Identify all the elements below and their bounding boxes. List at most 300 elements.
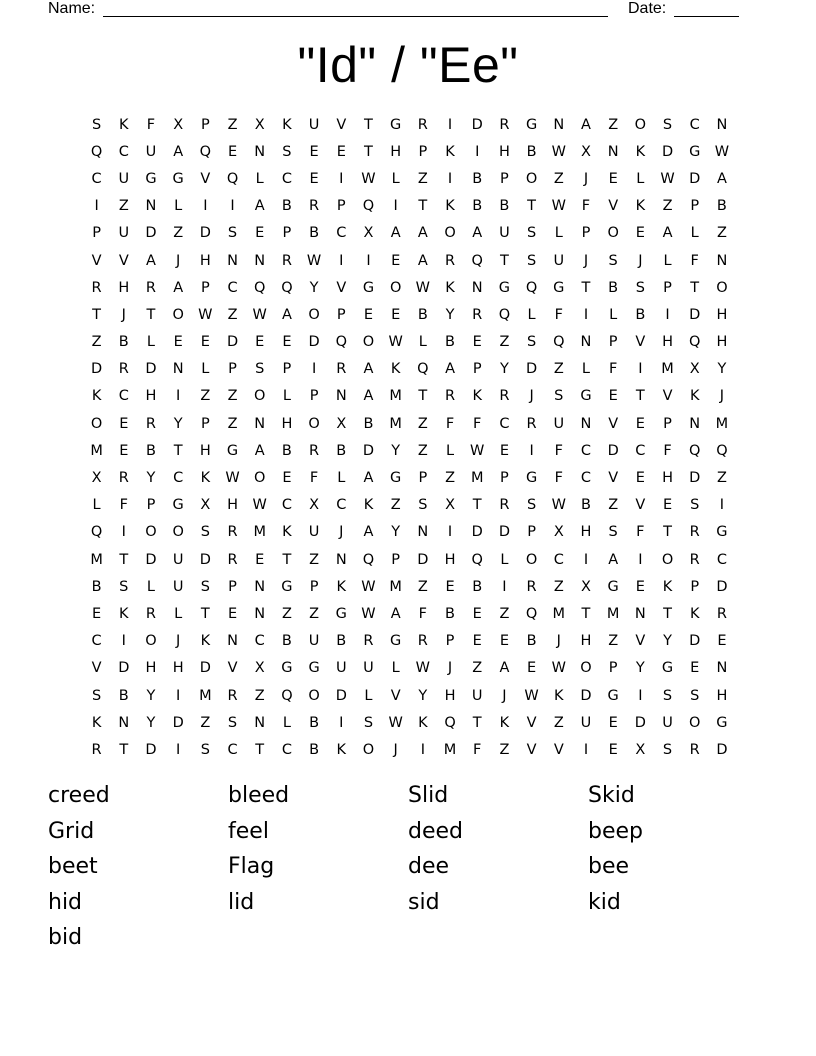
grid-letter: O [362,334,375,351]
grid-letter: S [227,225,238,242]
grid-letter: P [391,551,401,568]
grid-letter: L [554,225,563,242]
grid-letter: D [308,334,320,351]
grid-letter: Q [689,334,701,351]
grid-letter: B [309,225,320,242]
grid-letter: C [580,470,592,487]
grid-letter: M [199,687,212,704]
grid-letter: E [635,578,645,595]
grid-letter: N [254,143,266,160]
grid-letter: J [447,660,453,677]
grid-letter: D [199,551,211,568]
grid-letter: X [553,524,564,541]
grid-letter: H [390,143,402,160]
grid-letter: V [336,116,347,133]
grid-letter: U [118,170,130,187]
grid-letter: D [226,334,239,351]
grid-letter: G [390,633,402,650]
grid-letter: Q [553,334,565,351]
grid-letter: P [500,170,509,187]
grid-letter: B [281,633,292,650]
grid-letter: U [308,116,320,133]
grid-letter: T [418,198,428,215]
grid-letter: D [716,578,728,595]
grid-letter: A [662,225,673,242]
grid-letter: R [499,388,510,405]
grid-letter: X [309,497,320,514]
grid-letter: M [470,470,484,487]
grid-letter: O [389,279,402,296]
grid-letter: K [119,116,129,133]
grid-letter: E [472,605,482,622]
grid-letter: I [339,170,344,187]
grid-letter: L [581,361,591,378]
grid-letter: F [309,470,319,487]
grid-letter: M [715,415,729,432]
grid-letter: Y [418,687,428,704]
grid-letter: Z [608,633,619,650]
grid-letter: S [91,687,102,704]
grid-letter: P [282,225,292,242]
grid-letter: Z [608,497,619,514]
grid-letter: P [282,361,292,378]
grid-letter: S [200,741,210,758]
grid-letter: G [553,279,565,296]
grid-letter: K [91,388,102,405]
grid-letter: E [363,306,374,323]
grid-letter: X [91,470,102,487]
grid-letter: E [391,306,401,323]
grid-letter: B [608,279,619,296]
grid-letter: A [363,524,374,541]
grid-letter: A [608,551,619,568]
grid-letter: B [526,633,537,650]
word-list-item: Slid [408,783,449,808]
grid-letter: V [200,170,211,187]
grid-letter: T [364,143,373,160]
grid-letter: N [580,334,592,351]
grid-letter: T [200,605,210,622]
grid-letter: E [200,334,210,351]
grid-letter: J [502,687,507,704]
grid-letter: L [201,361,210,378]
grid-letter: V [390,687,401,704]
grid-letter: Q [281,687,293,704]
grid-letter: Q [335,334,347,351]
name-blank-line [103,0,608,17]
grid-letter: Z [472,660,483,677]
grid-letter: A [581,116,591,133]
grid-letter: A [390,605,401,622]
grid-letter: I [583,306,589,323]
grid-letter: A [173,143,184,160]
grid-letter: O [580,660,592,677]
grid-letter: B [281,198,292,215]
word-list-item: beep [588,818,643,844]
grid-letter: J [719,388,725,405]
grid-letter: N [254,252,266,269]
grid-letter: R [145,605,156,622]
grid-letter: Y [309,279,319,296]
grid-letter: M [552,605,566,622]
grid-letter: I [230,198,235,215]
grid-letter: V [635,334,646,351]
grid-letter: K [499,714,510,731]
grid-letter: M [661,361,674,378]
grid-letter: Z [553,714,564,731]
grid-letter: O [308,687,320,704]
grid-letter: P [500,470,509,487]
grid-letter: S [662,741,673,758]
grid-letter: D [607,442,619,459]
grid-letter: G [580,388,592,405]
grid-letter: C [635,442,646,459]
grid-letter: Z [608,116,619,133]
grid-letter: Z [227,415,238,432]
grid-letter: Q [90,524,103,541]
grid-letter: C [716,551,727,568]
grid-letter: M [389,578,402,595]
word-list-item: feel [228,818,269,844]
grid-letter: Z [173,225,184,242]
word-list-item: deed [408,818,463,844]
grid-letter: K [390,361,401,378]
date-blank-line [674,0,739,17]
grid-letter: Z [417,442,428,459]
grid-letter: Z [200,714,211,731]
grid-letter: Z [499,334,510,351]
grid-letter: B [363,415,374,432]
grid-letter: B [118,334,129,351]
grid-letter: Q [498,306,511,323]
grid-letter: Z [200,388,211,405]
grid-letter: S [418,497,428,514]
grid-letter: N [254,415,266,432]
grid-letter: G [525,470,538,487]
grid-letter: W [252,306,267,323]
grid-letter: O [362,741,375,758]
grid-letter: U [471,687,483,704]
grid-letter: F [554,470,563,487]
grid-letter: L [636,170,645,187]
grid-letter: R [309,442,320,459]
grid-letter: J [556,633,561,650]
grid-letter: S [255,361,265,378]
grid-letter: F [119,497,128,514]
grid-letter: S [662,116,673,133]
grid-letter: R [689,741,700,758]
grid-letter: O [661,551,674,568]
grid-letter: B [445,605,455,622]
grid-letter: R [145,415,156,432]
grid-letter: B [445,334,455,351]
grid-letter: P [309,388,319,405]
grid-letter: S [526,334,537,351]
grid-letter: V [526,741,537,758]
grid-letter: U [553,415,565,432]
grid-letter: W [551,198,566,215]
grid-letter: E [255,551,265,568]
grid-letter: C [281,170,292,187]
grid-letter: R [309,198,320,215]
grid-letter: U [172,578,184,595]
grid-letter: H [172,660,184,677]
grid-letter: Q [444,714,456,731]
grid-letter: D [689,306,701,323]
grid-letter: G [607,578,619,595]
grid-letter: W [361,170,376,187]
grid-letter: N [227,633,238,650]
grid-letter: H [580,524,592,541]
grid-letter: T [663,605,672,622]
grid-letter: B [309,741,320,758]
grid-letter: A [716,170,727,187]
grid-letter: F [581,198,591,215]
grid-letter: B [635,306,646,323]
grid-letter: B [309,714,320,731]
grid-letter: K [200,470,211,487]
grid-letter: B [716,198,727,215]
grid-letter: E [690,660,700,677]
grid-letter: J [121,306,126,323]
grid-letter: F [663,442,672,459]
grid-letter: D [91,361,103,378]
grid-letter: D [145,225,157,242]
grid-letter: N [634,605,646,622]
grid-letter: E [499,633,509,650]
grid-letter: Z [716,225,727,242]
grid-letter: E [635,225,645,242]
grid-letter: E [635,470,645,487]
grid-letter: Y [146,470,156,487]
grid-letter: N [227,252,238,269]
grid-letter: T [663,524,672,541]
grid-letter: B [118,687,129,704]
grid-letter: Y [173,415,183,432]
grid-letter: A [281,306,292,323]
grid-letter: X [581,143,591,160]
grid-letter: H [580,633,592,650]
grid-letter: Q [471,551,483,568]
grid-letter: P [228,578,237,595]
grid-letter: Q [525,605,538,622]
grid-letter: G [716,714,728,731]
grid-letter: E [662,497,673,514]
grid-letter: U [308,633,320,650]
grid-letter: S [282,143,292,160]
grid-letter: Q [362,198,375,215]
grid-letter: O [172,306,184,323]
grid-letter: C [227,741,238,758]
grid-letter: N [716,660,728,677]
grid-letter: T [690,279,700,296]
grid-letter: P [146,497,156,514]
grid-letter: X [200,497,211,514]
grid-letter: X [254,116,265,133]
grid-letter: L [255,170,264,187]
grid-letter: K [635,143,646,160]
grid-letter: R [91,741,102,758]
grid-letter: D [362,442,375,459]
grid-letter: D [634,714,646,731]
grid-letter: R [444,252,456,269]
grid-letter: B [336,633,347,650]
grid-letter: K [472,388,482,405]
grid-letter: J [393,741,398,758]
grid-letter: T [581,279,591,296]
date-label: Date: [628,0,667,17]
grid-letter: I [502,578,507,595]
grid-letter: B [336,442,347,459]
grid-letter: Q [254,279,266,296]
grid-letter: N [254,714,266,731]
grid-letter: N [716,116,728,133]
grid-letter: I [94,198,99,215]
grid-letter: C [91,633,102,650]
grid-letter: H [281,415,293,432]
grid-letter: I [583,741,589,758]
grid-letter: L [609,306,618,323]
grid-letter: T [119,551,129,568]
grid-letter: P [608,334,618,351]
grid-letter: B [526,143,537,160]
grid-letter: G [362,279,375,296]
grid-letter: V [91,660,102,677]
word-list-item: sid [408,889,440,915]
word-list-item: bleed [228,783,290,808]
grid-letter: K [336,578,347,595]
grid-letter: I [447,170,453,187]
grid-letter: D [199,660,211,677]
grid-letter: N [716,252,728,269]
grid-letter: J [638,252,643,269]
grid-letter: E [119,442,129,459]
grid-letter: V [608,198,619,215]
grid-letter: L [690,225,699,242]
grid-letter: R [689,551,700,568]
word-list-item: hid [48,889,83,915]
grid-letter: H [716,334,728,351]
grid-letter: X [581,578,591,595]
grid-letter: S [554,388,564,405]
grid-letter: A [499,660,510,677]
grid-letter: D [689,470,701,487]
grid-letter: H [716,687,728,704]
grid-letter: L [174,198,183,215]
grid-letter: I [665,306,670,323]
grid-letter: D [118,660,130,677]
grid-letter: O [716,279,728,296]
grid-letter: A [445,361,455,378]
grid-letter: Y [391,442,401,459]
grid-letter: Q [525,279,538,296]
grid-letter: U [580,714,592,731]
grid-letter: Q [471,252,483,269]
grid-letter: V [526,714,537,731]
grid-letter: H [199,252,211,269]
grid-letter: I [366,252,371,269]
grid-letter: E [527,660,537,677]
grid-letter: C [91,170,102,187]
grid-letter: P [309,578,319,595]
grid-letter: L [146,334,156,351]
grid-letter: R [227,524,238,541]
grid-letter: C [499,415,510,432]
grid-letter: E [173,334,183,351]
grid-letter: R [118,470,129,487]
grid-letter: D [471,116,483,133]
grid-letter: R [145,279,156,296]
grid-letter: E [717,633,727,650]
grid-letter: N [254,578,266,595]
grid-letter: C [281,741,292,758]
word-list-item: Flag [228,854,275,879]
grid-letter: L [282,714,291,731]
grid-letter: C [227,279,238,296]
grid-letter: S [608,524,618,541]
grid-letter: W [551,143,566,160]
grid-letter: M [389,415,402,432]
grid-letter: R [689,524,700,541]
grid-letter: R [363,633,374,650]
grid-letter: L [500,551,509,568]
word-list-item: kid [588,889,621,915]
grid-letter: Q [362,551,375,568]
grid-letter: C [336,225,347,242]
grid-letter: K [662,578,673,595]
grid-letter: S [690,497,700,514]
grid-letter: A [254,198,265,215]
grid-letter: P [472,361,482,378]
worksheet-header [48,0,748,20]
grid-letter: F [608,361,618,378]
grid-letter: W [388,714,403,731]
grid-letter: S [200,524,210,541]
grid-letter: E [227,143,238,160]
grid-letter: E [391,252,401,269]
grid-letter: C [254,633,265,650]
grid-letter: O [689,714,701,731]
grid-letter: D [199,225,211,242]
grid-letter: Z [499,741,510,758]
grid-letter: J [529,388,534,405]
grid-letter: O [634,116,647,133]
grid-letter: C [336,497,347,514]
grid-letter: C [689,116,700,133]
grid-letter: O [525,551,538,568]
grid-letter: J [583,170,589,187]
grid-letter: G [498,279,511,296]
grid-letter: B [472,578,483,595]
grid-letter: F [636,524,645,541]
grid-letter: Q [226,170,239,187]
grid-letter: J [339,524,344,541]
grid-letter: P [200,279,210,296]
grid-letter: N [417,524,429,541]
grid-letter: G [172,170,184,187]
grid-letter: Z [227,388,238,405]
grid-letter: U [145,143,157,160]
grid-letter: L [663,252,672,269]
grid-letter: G [716,524,728,541]
grid-letter: Z [417,415,428,432]
grid-letter: U [553,252,565,269]
grid-letter: T [418,388,428,405]
grid-letter: E [608,170,618,187]
grid-letter: K [445,198,455,215]
grid-letter: I [638,687,643,704]
word-list-item: Grid [48,818,95,844]
